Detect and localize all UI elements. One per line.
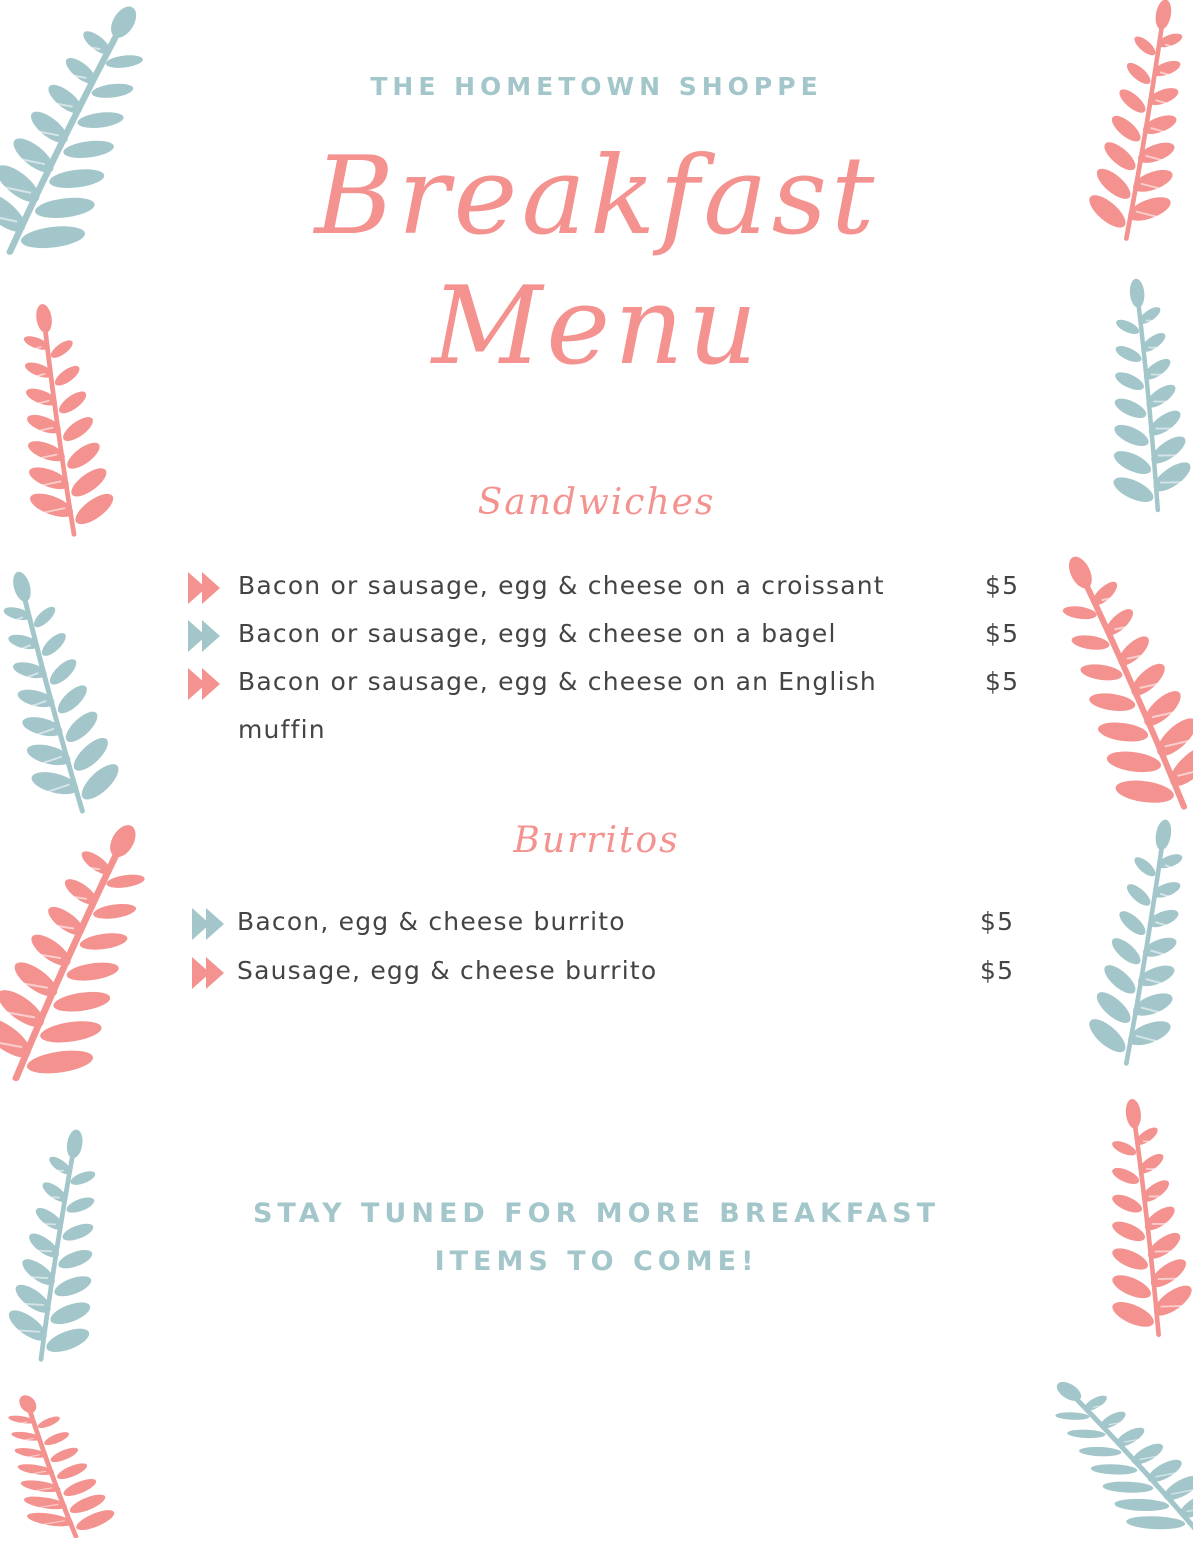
double-arrow-icon [188,620,224,652]
menu-title-line2: Menu [431,264,762,389]
menu-item-name: Bacon, egg & cheese burrito [237,907,626,936]
footer-line2: ITEMS TO COME! [434,1246,759,1277]
menu-item-name: Bacon or sausage, egg & cheese on an English muffin [238,667,877,744]
footer-message [0,1190,1193,1286]
menu-item [188,562,1038,610]
shop-name: THE HOMETOWN SHOPPE [370,72,823,101]
double-arrow-icon [188,572,224,604]
leaf-sprig-icon [0,1395,100,1541]
menu-item [192,947,1042,995]
leaf-sprig-icon [1070,1375,1193,1541]
menu-item-price: $5 [985,571,1020,600]
double-arrow-icon [192,957,228,989]
menu-item-name: Bacon or sausage, egg & cheese on a bagel [238,619,837,648]
menu-item [188,658,1038,754]
menu-item-price: $5 [980,907,1015,936]
menu-item-price: $5 [985,667,1020,696]
double-arrow-icon [192,908,228,940]
double-arrow-icon [188,668,224,700]
leaf-sprig-icon [1070,550,1193,820]
menu-item [192,898,1042,946]
section-title-burritos: Burritos [513,820,680,861]
menu-item-price: $5 [980,956,1015,985]
menu-item-name: Sausage, egg & cheese burrito [237,956,658,985]
footer-line1: STAY TUNED FOR MORE BREAKFAST [252,1198,940,1229]
menu-title-line1: Breakfast [314,134,879,259]
section-title-sandwiches: Sandwiches [477,482,716,523]
menu-item-name: Bacon or sausage, egg & cheese on a croissant [238,571,885,600]
leaf-sprig-icon [0,570,100,820]
menu-item-price: $5 [985,619,1020,648]
menu-item [188,610,1038,658]
